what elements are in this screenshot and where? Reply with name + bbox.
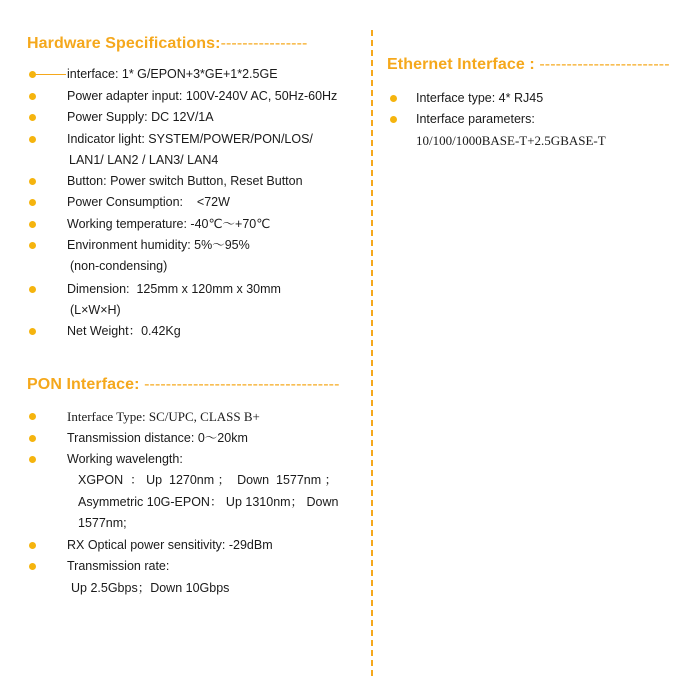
ethernet-interface-parameters: Interface parameters: (416, 112, 535, 126)
list-item (416, 88, 543, 109)
bullet-dot (29, 136, 36, 143)
bullet-dot (29, 93, 36, 100)
list-item (67, 406, 260, 428)
list-item (67, 214, 270, 235)
bullet-dot (29, 563, 36, 570)
hardware-specs-title-dashes: ---------------- (220, 35, 308, 52)
pon-wavelength-10g-epon-cont: 1577nm; (78, 516, 127, 530)
ethernet-interface-title-text: Ethernet Interface : (387, 56, 535, 73)
list-item (416, 130, 606, 152)
bullet-dot (29, 413, 36, 420)
pon-transmission-rate-values: Up 2.5Gbps；Down 10Gbps (71, 581, 230, 595)
spec-power-adapter: Power adapter input: 100V-240V AC, 50Hz-60Hz (67, 89, 338, 103)
spec-working-temperature: Working temperature: -40℃～+70℃ (67, 217, 271, 231)
pon-interface-title (27, 376, 340, 394)
ethernet-interface-type: Interface type: 4* RJ45 (416, 91, 544, 105)
list-item (67, 129, 313, 171)
list-item (67, 279, 281, 321)
spec-indicator-light-cont: LAN1/ LAN2 / LAN3/ LAN4 (69, 153, 219, 167)
list-item (67, 86, 337, 107)
list-item (67, 171, 303, 192)
hardware-specs-title-text: Hardware Specifications: (27, 35, 221, 52)
bullet-dot (390, 95, 397, 102)
pon-wavelength-10g-epon: Asymmetric 10G-EPON： Up 1310nm； Down (78, 494, 339, 509)
bullet-dot (29, 435, 36, 442)
bullet-dot (29, 221, 36, 228)
spec-net-weight: Net Weight：0.42Kg (67, 324, 181, 338)
pon-rx-sensitivity: RX Optical power sensitivity: -29dBm (67, 538, 273, 552)
pon-interface-type: Interface Type: SC/UPC, CLASS B+ (67, 409, 260, 424)
spec-button: Button: Power switch Button, Reset Button (67, 174, 303, 188)
pon-transmission-rate: Transmission rate: (67, 559, 170, 573)
spec-indicator-light: Indicator light: SYSTEM/POWER/PON/LOS/ (67, 132, 313, 146)
list-item (71, 578, 229, 599)
column-divider (371, 30, 373, 676)
hardware-specs-title (27, 35, 307, 53)
list-item (67, 192, 230, 213)
bullet-dot (390, 116, 397, 123)
list-item (67, 556, 169, 577)
list-item (78, 470, 339, 535)
ethernet-interface-title-dashes: ------------------------ (539, 56, 670, 73)
pon-transmission-distance: Transmission distance: 0～20km (67, 431, 248, 445)
bullet-dot (29, 178, 36, 185)
spec-humidity-cont: (non-condensing) (70, 259, 168, 273)
bullet-dot (29, 71, 36, 78)
ethernet-interface-title (387, 56, 670, 74)
bullet-dot (29, 456, 36, 463)
spec-interface: interface: 1* G/EPON+3*GE+1*2.5GE (67, 67, 278, 81)
pon-wavelength-xgpon: XGPON ： Up 1270nm ； Down 1577nm ； (78, 473, 338, 487)
list-item (67, 64, 278, 85)
spec-power-consumption: Power Consumption: <72W (67, 195, 230, 209)
list-item (67, 235, 250, 277)
list-item (67, 321, 181, 342)
bullet-dot (29, 328, 36, 335)
spec-dimension: Dimension: 125mm x 120mm x 30mm (67, 282, 281, 296)
bullet-dot (29, 114, 36, 121)
pon-working-wavelength: Working wavelength: (67, 452, 183, 466)
list-item (67, 428, 248, 449)
spec-humidity: Environment humidity: 5%～95% (67, 238, 250, 252)
ethernet-interface-parameters-value: 10/100/1000BASE-T+2.5GBASE-T (416, 133, 606, 148)
pon-interface-title-dashes: ------------------------------------ (144, 376, 340, 393)
spec-dimension-cont: (L×W×H) (70, 303, 121, 317)
list-item (416, 109, 535, 130)
list-item (67, 449, 183, 470)
bullet-dot (29, 242, 36, 249)
bullet-dot (29, 286, 36, 293)
list-item (67, 107, 214, 128)
bullet-dot (29, 542, 36, 549)
bullet-dot (29, 199, 36, 206)
list-item (67, 535, 273, 556)
pon-interface-title-text: PON Interface: (27, 376, 140, 393)
spec-power-supply: Power Supply: DC 12V/1A (67, 110, 214, 124)
